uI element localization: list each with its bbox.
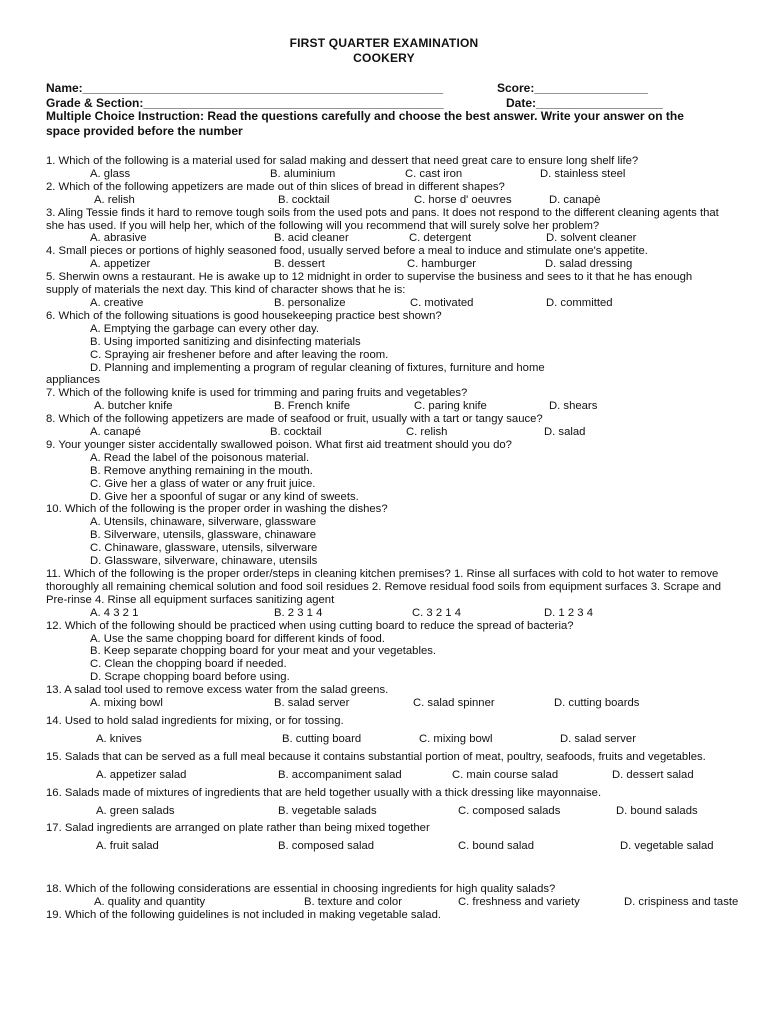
choice-a: A. canapé	[90, 426, 141, 439]
choice-a: A. appetizer salad	[96, 768, 187, 781]
question-stem: 13. A salad tool used to remove excess water from the salad greens.	[46, 684, 389, 697]
choice-a: A. Emptying the garbage can every other day.	[90, 322, 319, 335]
choice-b: B. acid cleaner	[274, 232, 349, 245]
choice-b: B. vegetable salads	[278, 804, 377, 817]
question-stem: 4. Small pieces or portions of highly seasoned food, usually served before a meal to induce and stimulate one's appetite.	[46, 245, 648, 258]
question-stem: 3. Aling Tessie finds it hard to remove tough soils from the used pots and pans. It does not respond to the different cleaning agents that she has used. If you will help her, which of the following will you recommend that will surely solve her problem?	[46, 206, 719, 232]
choice-a: A. appetizer	[90, 258, 151, 271]
choice-a: A. Utensils, chinaware, silverware, glassware	[90, 516, 317, 529]
question-14	[46, 715, 726, 746]
question-11	[46, 568, 726, 620]
question-9	[46, 439, 726, 504]
question-stem: 17. Salad ingredients are arranged on plate rather than being mixed together	[46, 822, 430, 835]
choice-d: D. stainless steel	[540, 167, 626, 180]
question-18	[46, 883, 739, 909]
choice-b: B. accompaniment salad	[278, 768, 402, 781]
choice-a: A. Use the same chopping board for different kinds of food.	[90, 632, 385, 645]
choice-a: A. green salads	[96, 804, 175, 817]
choices	[46, 840, 726, 853]
choice-d: D. canapè	[549, 193, 601, 206]
question-1	[46, 155, 726, 181]
choice-b: B. personalize	[274, 296, 346, 309]
question-8	[46, 413, 726, 439]
choices	[46, 697, 726, 710]
question-stem: 2. Which of the following appetizers are made out of thin slices of bread in different shapes?	[46, 180, 505, 193]
choice-d: D. salad	[544, 426, 586, 439]
choices	[46, 232, 726, 245]
choice-c: C. detergent	[409, 232, 472, 245]
choice-c: C. paring knife	[414, 400, 487, 413]
choice-c: C. Chinaware, glassware, utensils, silverware	[90, 542, 318, 555]
choice-c: C. Clean the chopping board if needed.	[90, 658, 287, 671]
question-stem: 12. Which of the following should be practiced when using cutting board to reduce the spread of bacteria?	[46, 619, 574, 632]
choice-d: D. bound salads	[616, 804, 698, 817]
choice-d: D. vegetable salad	[620, 840, 714, 853]
choice-b: B. dessert	[274, 258, 325, 271]
instructions: Multiple Choice Instruction: Read the questions carefully and choose the best answer. Write your answer on the space provided before the number	[46, 109, 684, 138]
question-3	[46, 207, 726, 246]
choices	[46, 805, 726, 818]
choice-c: C. freshness and variety	[458, 896, 580, 909]
exam-title: FIRST QUARTER EXAMINATION	[289, 36, 479, 50]
question-13	[46, 684, 726, 710]
choice-a: A. 4 3 2 1	[90, 606, 139, 619]
choice-b: B. cocktail	[278, 193, 330, 206]
choice-d: D. Give her a spoonful of sugar or any kind of sweets.	[90, 490, 359, 503]
choice-c: C. horse d' oeuvres	[414, 193, 512, 206]
choice-d: D. salad server	[560, 732, 636, 745]
choice-b: B. aluminium	[270, 167, 336, 180]
question-6	[46, 310, 726, 387]
choice-a: A. fruit salad	[96, 840, 159, 853]
question-stem: 1. Which of the following is a material used for salad making and dessert that need great care to ensure long shelf life?	[46, 155, 639, 167]
question-2	[46, 181, 726, 207]
choice-d: D. crispiness and taste	[624, 896, 739, 909]
choice-b: B. salad server	[274, 697, 350, 710]
choice-d-continuation: appliances	[46, 374, 101, 387]
choices	[46, 896, 739, 909]
choice-a: A. glass	[90, 167, 131, 180]
choice-d: D. cutting boards	[554, 697, 640, 710]
choice-d: D. 1 2 3 4	[544, 606, 593, 619]
choice-b: B. 2 3 1 4	[274, 606, 323, 619]
question-16	[46, 787, 726, 818]
question-7	[46, 387, 726, 413]
choices	[46, 426, 726, 439]
choices	[46, 194, 726, 207]
choice-b: B. French knife	[274, 400, 350, 413]
grade-section-line: Grade & Section:_____________________________________________	[46, 96, 444, 110]
choice-b: B. Remove anything remaining in the mouth.	[90, 464, 313, 477]
choice-c: C. hamburger	[407, 258, 477, 271]
choice-a: A. relish	[94, 193, 135, 206]
choices	[46, 733, 726, 746]
choice-c: C. Spraying air freshener before and after leaving the room.	[90, 348, 389, 361]
choice-d: D. committed	[546, 296, 613, 309]
choice-c: C. cast iron	[405, 167, 463, 180]
question-stem: 15. Salads that can be served as a full meal because it contains substantial portion of meat, poultry, seafoods, fruits and vegetables.	[46, 750, 706, 763]
question-12	[46, 620, 726, 685]
question-stem: 5. Sherwin owns a restaurant. He is awake up to 12 midnight in order to supervise the business and sees to it that he has enough supply of materials the next day. This kind of character shows that he is:	[46, 271, 693, 297]
choice-d: D. solvent cleaner	[546, 232, 637, 245]
choice-b: B. Using imported sanitizing and disinfecting materials	[90, 335, 361, 348]
choice-c: C. 3 2 1 4	[412, 606, 461, 619]
choices	[46, 633, 726, 685]
choice-a: A. knives	[96, 732, 142, 745]
question-4	[46, 245, 726, 271]
choice-d: D. Glassware, silverware, chinaware, utensils	[90, 555, 318, 568]
choice-c: C. composed salads	[458, 804, 561, 817]
choices	[46, 516, 726, 568]
question-stem: 8. Which of the following appetizers are made of seafood or fruit, usually with a tart or tangy sauce?	[46, 413, 543, 426]
question-10	[46, 503, 726, 568]
question-17	[46, 822, 726, 853]
choices	[46, 323, 726, 375]
question-stem: 7. Which of the following knife is used for trimming and paring fruits and vegetables?	[46, 387, 468, 400]
question-stem: 11. Which of the following is the proper order/steps in cleaning kitchen premises? 1. Rinse all surfaces with cold to hot water to remove thoroughly all remaining chemical solution and food soil residues 2. Remove residual food soils from equipment surfaces 3. Scrape and Pre-rinse 4. Rinse all equipment surfaces sanitizing agent	[46, 568, 722, 606]
choice-d: D. Scrape chopping board before using.	[90, 671, 290, 684]
choice-a: A. abrasive	[90, 232, 147, 245]
choice-a: A. butcher knife	[94, 400, 173, 413]
choice-d: D. salad dressing	[545, 258, 633, 271]
question-stem: 18. Which of the following considerations are essential in choosing ingredients for high quality salads?	[46, 883, 556, 896]
choices	[46, 607, 726, 620]
choice-b: B. cocktail	[270, 426, 322, 439]
choices	[46, 168, 726, 181]
choice-b: B. cutting board	[282, 732, 362, 745]
choice-a: A. mixing bowl	[90, 697, 163, 710]
choice-b: B. Silverware, utensils, glassware, chinaware	[90, 529, 317, 542]
question-15	[46, 751, 726, 782]
choice-a: A. creative	[90, 296, 144, 309]
choices	[46, 769, 726, 782]
question-stem: 10. Which of the following is the proper order in washing the dishes?	[46, 503, 388, 516]
question-19	[46, 909, 726, 922]
question-stem: 14. Used to hold salad ingredients for mixing, or for tossing.	[46, 714, 344, 727]
choice-d: D. shears	[549, 400, 598, 413]
question-list	[46, 155, 739, 922]
choice-c: C. main course salad	[452, 768, 559, 781]
choice-c: C. Give her a glass of water or any fruit juice.	[90, 477, 316, 490]
question-stem: 16. Salads made of mixtures of ingredients that are held together usually with a thick dressing like mayonnaise.	[46, 786, 602, 799]
choice-a: A. Read the label of the poisonous material.	[90, 451, 310, 464]
question-stem: 19. Which of the following guidelines is not included in making vegetable salad.	[46, 909, 442, 922]
choice-c: C. relish	[406, 426, 448, 439]
choice-a: A. quality and quantity	[94, 896, 206, 909]
choices	[46, 258, 726, 271]
question-5	[46, 271, 726, 310]
date-line: Date:___________________	[506, 96, 663, 110]
exam-subject: COOKERY	[353, 51, 415, 65]
choice-d: D. Planning and implementing a program of regular cleaning of fixtures, furniture and home	[90, 361, 545, 374]
choice-c: C. salad spinner	[413, 697, 495, 710]
score-line: Score:_________________	[497, 81, 648, 95]
question-stem: 6. Which of the following situations is good housekeeping practice best shown?	[46, 309, 442, 322]
name-line: Name:______________________________________________________	[46, 81, 444, 95]
choice-c: C. bound salad	[458, 840, 534, 853]
choice-b: B. composed salad	[278, 840, 375, 853]
choices	[46, 297, 726, 310]
choice-c: C. mixing bowl	[419, 732, 493, 745]
choice-d: D. dessert salad	[612, 768, 694, 781]
choices	[46, 400, 726, 413]
choice-b: B. Keep separate chopping board for your meat and your vegetables.	[90, 645, 437, 658]
choice-c: C. motivated	[410, 296, 474, 309]
question-stem: 9. Your younger sister accidentally swallowed poison. What first aid treatment should you do?	[46, 438, 512, 451]
choices	[46, 452, 726, 504]
choice-b: B. texture and color	[304, 896, 402, 909]
